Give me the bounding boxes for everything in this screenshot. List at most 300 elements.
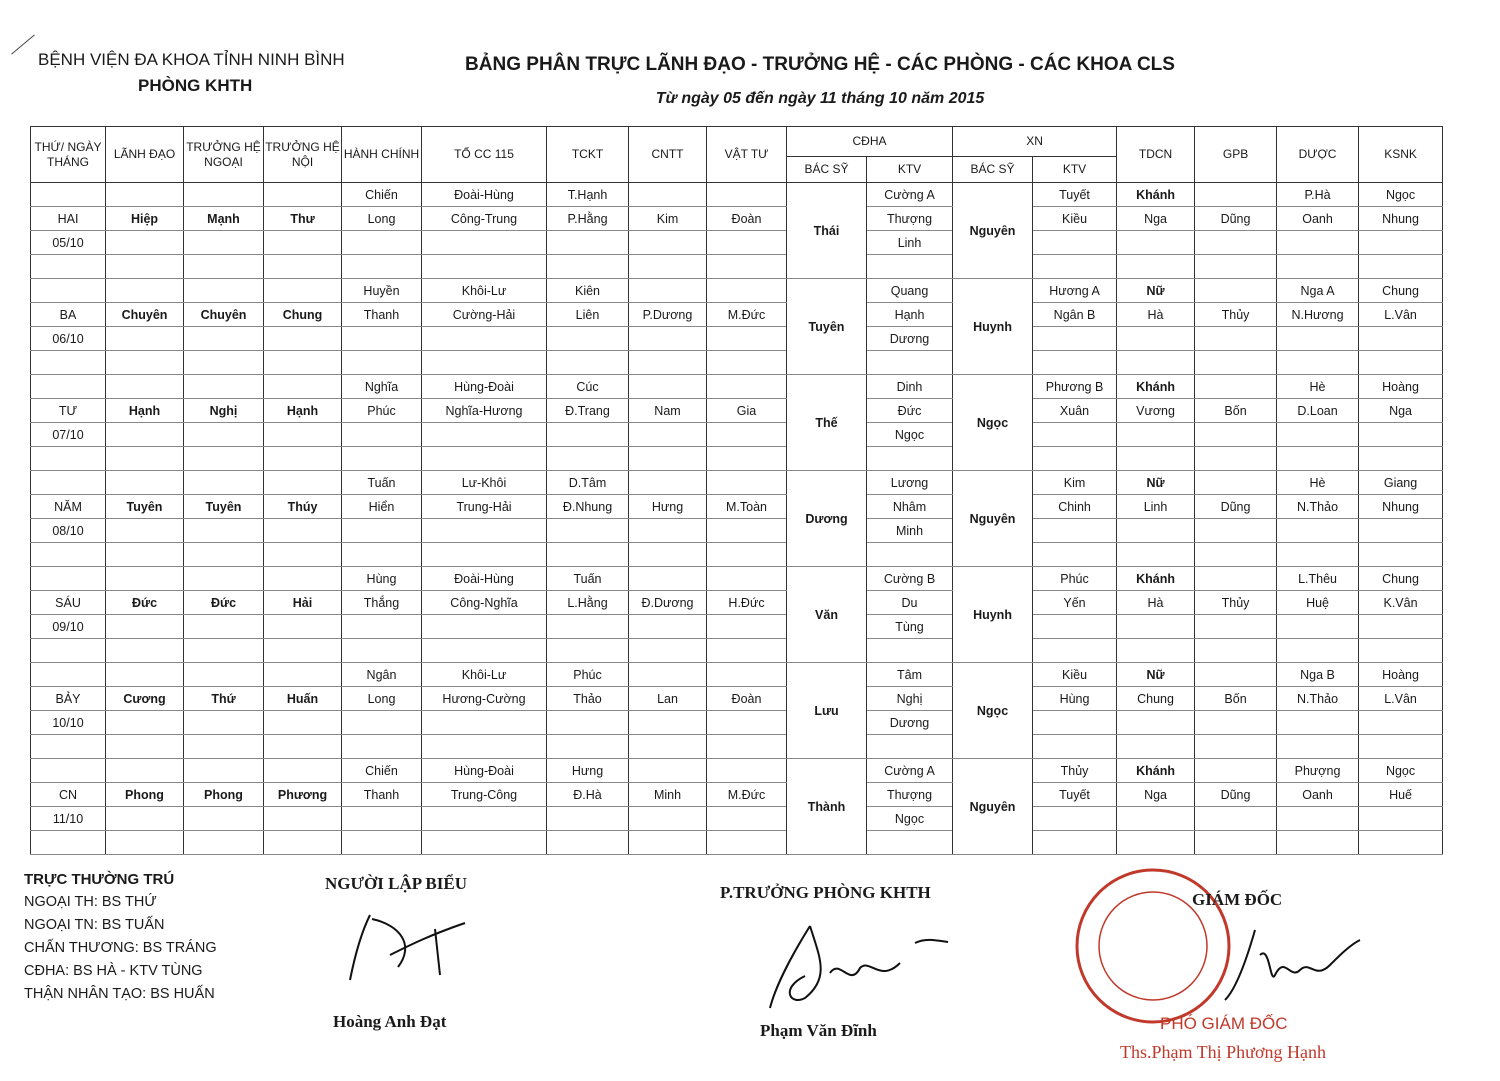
resident-duty-line: CHẤN THƯƠNG: BS TRÁNG [24, 940, 217, 956]
tdcn-cell: Khánh [1117, 375, 1195, 399]
ksnk-cell: K.Vân [1359, 591, 1443, 615]
tdcn-cell: Nữ [1117, 663, 1195, 687]
roster-cell [31, 567, 106, 591]
roster-body [31, 183, 1443, 855]
vattu-cell: M.Toàn [707, 495, 787, 519]
leader-cell: Cương [106, 687, 184, 711]
ksnk-cell: Chung [1359, 567, 1443, 591]
tckt-cell: Cúc [547, 375, 629, 399]
ext-cell [184, 543, 264, 567]
ksnk-cell [1359, 327, 1443, 351]
ext-cell [184, 519, 264, 543]
cntt-cell [629, 543, 707, 567]
int-cell: Thúy [264, 495, 342, 519]
admin-cell: Thắng [342, 591, 422, 615]
roster-cell [31, 543, 106, 567]
tdcn-cell [1117, 327, 1195, 351]
resident-duty-block [24, 868, 217, 1006]
ksnk-cell: Chung [1359, 279, 1443, 303]
vattu-cell: M.Đức [707, 303, 787, 327]
cntt-cell [629, 807, 707, 831]
day-date: 05/10 [31, 231, 106, 255]
gpb-cell [1195, 615, 1277, 639]
gpb-cell [1195, 519, 1277, 543]
leader-cell [106, 807, 184, 831]
int-cell [264, 183, 342, 207]
tckt-cell [547, 327, 629, 351]
tckt-cell [547, 423, 629, 447]
cc115-cell [422, 711, 547, 735]
roster-cell [31, 375, 106, 399]
ksnk-cell: Nga [1359, 399, 1443, 423]
admin-cell [342, 543, 422, 567]
tckt-cell: L.Hằng [547, 591, 629, 615]
duoc-cell [1277, 351, 1359, 375]
xn-ktv-cell: Ngân B [1033, 303, 1117, 327]
cdha-ktv-cell: Ngọc [867, 807, 953, 831]
cdha-doctor-cell: Thế [787, 375, 867, 471]
col-int: TRƯỞNG HỆ NỘI [264, 127, 342, 183]
ksnk-cell [1359, 807, 1443, 831]
leader-cell [106, 759, 184, 783]
resident-duty-title: TRỰC THƯỜNG TRÚ [24, 871, 175, 888]
table-row [31, 759, 1443, 783]
vattu-cell: H.Đức [707, 591, 787, 615]
cc115-cell [422, 639, 547, 663]
cc115-cell [422, 447, 547, 471]
cc115-cell: Công-Nghĩa [422, 591, 547, 615]
cc115-cell [422, 543, 547, 567]
xn-ktv-cell: Hương A [1033, 279, 1117, 303]
cdha-ktv-cell: Dương [867, 327, 953, 351]
cntt-cell [629, 279, 707, 303]
tdcn-cell [1117, 831, 1195, 855]
ksnk-cell: Nhung [1359, 207, 1443, 231]
table-row [31, 231, 1443, 255]
cdha-ktv-cell: Tâm [867, 663, 953, 687]
xn-ktv-cell [1033, 519, 1117, 543]
tckt-cell: D.Tâm [547, 471, 629, 495]
table-row [31, 711, 1443, 735]
table-row [31, 615, 1443, 639]
table-row [31, 471, 1443, 495]
gpb-cell: Dũng [1195, 495, 1277, 519]
ext-cell [184, 423, 264, 447]
tckt-cell: Đ.Nhung [547, 495, 629, 519]
cntt-cell [629, 351, 707, 375]
ksnk-cell [1359, 231, 1443, 255]
xn-ktv-cell [1033, 543, 1117, 567]
int-cell [264, 831, 342, 855]
cdha-ktv-cell: Dinh [867, 375, 953, 399]
gpb-cell: Bốn [1195, 399, 1277, 423]
col-admin: HÀNH CHÍNH [342, 127, 422, 183]
tckt-cell [547, 231, 629, 255]
leader-cell [106, 255, 184, 279]
duoc-cell: N.Hương [1277, 303, 1359, 327]
vattu-cell [707, 183, 787, 207]
admin-cell: Chiến [342, 183, 422, 207]
table-row [31, 351, 1443, 375]
ext-cell [184, 183, 264, 207]
ext-cell [184, 639, 264, 663]
vice-director-role: PHÓ GIÁM ĐỐC [1160, 1014, 1288, 1033]
vattu-cell [707, 639, 787, 663]
cntt-cell: Nam [629, 399, 707, 423]
leader-cell [106, 831, 184, 855]
col-leader: LÃNH ĐẠO [106, 127, 184, 183]
duoc-cell [1277, 735, 1359, 759]
ksnk-cell [1359, 543, 1443, 567]
tckt-cell [547, 543, 629, 567]
int-cell [264, 735, 342, 759]
duoc-cell [1277, 639, 1359, 663]
tdcn-cell: Linh [1117, 495, 1195, 519]
col-cdha: CĐHA [787, 127, 953, 157]
cdha-ktv-cell: Thượng [867, 207, 953, 231]
table-row [31, 735, 1443, 759]
cc115-cell [422, 615, 547, 639]
xn-doctor-cell: Ngọc [953, 663, 1033, 759]
cdha-ktv-cell: Thượng [867, 783, 953, 807]
cntt-cell [629, 519, 707, 543]
cdha-doctor-cell: Thành [787, 759, 867, 855]
vattu-cell [707, 351, 787, 375]
xn-doctor-cell: Nguyên [953, 183, 1033, 279]
ext-cell [184, 615, 264, 639]
int-cell: Thư [264, 207, 342, 231]
duoc-cell [1277, 423, 1359, 447]
int-cell [264, 711, 342, 735]
cdha-ktv-cell: Linh [867, 231, 953, 255]
leader-cell [106, 639, 184, 663]
vattu-cell [707, 663, 787, 687]
table-row [31, 495, 1443, 519]
cdha-ktv-cell [867, 639, 953, 663]
day-name: TƯ [31, 399, 106, 423]
int-cell [264, 471, 342, 495]
tdcn-cell: Khánh [1117, 567, 1195, 591]
cdha-ktv-cell: Minh [867, 519, 953, 543]
cntt-cell [629, 327, 707, 351]
ext-cell: Thứ [184, 687, 264, 711]
xn-ktv-cell: Tuyết [1033, 783, 1117, 807]
tdcn-cell: Hà [1117, 303, 1195, 327]
tckt-cell: Đ.Trang [547, 399, 629, 423]
cdha-ktv-cell [867, 447, 953, 471]
cdha-ktv-cell [867, 351, 953, 375]
duoc-cell: Oanh [1277, 783, 1359, 807]
leader-cell [106, 615, 184, 639]
roster-cell [31, 831, 106, 855]
deputy-head-role: P.TRƯỞNG PHÒNG KHTH [720, 883, 931, 902]
tckt-cell: Đ.Hà [547, 783, 629, 807]
deputy-head-signature [750, 918, 950, 1013]
cntt-cell [629, 471, 707, 495]
vattu-cell [707, 735, 787, 759]
leader-cell [106, 375, 184, 399]
tckt-cell [547, 615, 629, 639]
ksnk-cell [1359, 447, 1443, 471]
duoc-cell: P.Hà [1277, 183, 1359, 207]
gpb-cell [1195, 807, 1277, 831]
gpb-cell [1195, 231, 1277, 255]
tckt-cell [547, 735, 629, 759]
tdcn-cell [1117, 447, 1195, 471]
ksnk-cell [1359, 351, 1443, 375]
leader-cell: Hiệp [106, 207, 184, 231]
cntt-cell [629, 831, 707, 855]
leader-cell [106, 231, 184, 255]
day-name: BA [31, 303, 106, 327]
xn-ktv-cell [1033, 423, 1117, 447]
col-xn-bs: BÁC SỸ [953, 157, 1033, 183]
cdha-ktv-cell [867, 255, 953, 279]
xn-ktv-cell: Phương B [1033, 375, 1117, 399]
table-row [31, 303, 1443, 327]
tckt-cell [547, 255, 629, 279]
tckt-cell: Liên [547, 303, 629, 327]
xn-ktv-cell [1033, 615, 1117, 639]
xn-ktv-cell: Yến [1033, 591, 1117, 615]
cntt-cell: Minh [629, 783, 707, 807]
cc115-cell [422, 807, 547, 831]
roster-table [30, 126, 1443, 855]
leader-cell [106, 279, 184, 303]
xn-ktv-cell: Phúc [1033, 567, 1117, 591]
roster-cell [31, 447, 106, 471]
table-row [31, 783, 1443, 807]
leader-cell [106, 447, 184, 471]
cntt-cell [629, 615, 707, 639]
ext-cell [184, 735, 264, 759]
vattu-cell [707, 615, 787, 639]
int-cell [264, 639, 342, 663]
tdcn-cell: Vương [1117, 399, 1195, 423]
cdha-doctor-cell: Tuyên [787, 279, 867, 375]
tckt-cell [547, 639, 629, 663]
cc115-cell: Lư-Khôi [422, 471, 547, 495]
cc115-cell: Cường-Hải [422, 303, 547, 327]
tdcn-cell [1117, 639, 1195, 663]
ext-cell: Đức [184, 591, 264, 615]
hospital-name: BỆNH VIỆN ĐA KHOA TỈNH NINH BÌNH [38, 50, 345, 69]
ext-cell [184, 711, 264, 735]
admin-cell [342, 735, 422, 759]
roster-cell [31, 735, 106, 759]
admin-cell [342, 423, 422, 447]
table-row [31, 327, 1443, 351]
gpb-cell [1195, 567, 1277, 591]
ext-cell [184, 759, 264, 783]
col-ext: TRƯỞNG HỆ NGOẠI [184, 127, 264, 183]
tckt-cell: P.Hằng [547, 207, 629, 231]
gpb-cell [1195, 447, 1277, 471]
cdha-ktv-cell: Nghị [867, 687, 953, 711]
int-cell [264, 351, 342, 375]
xn-ktv-cell [1033, 447, 1117, 471]
leader-cell [106, 327, 184, 351]
col-vattu: VẬT TƯ [707, 127, 787, 183]
tdcn-cell [1117, 255, 1195, 279]
preparer-signature [340, 905, 470, 985]
ext-cell [184, 231, 264, 255]
corner-mark [11, 34, 35, 54]
cc115-cell: Trung-Hải [422, 495, 547, 519]
ext-cell [184, 447, 264, 471]
cdha-ktv-cell: Du [867, 591, 953, 615]
table-row [31, 375, 1443, 399]
table-row [31, 423, 1443, 447]
vattu-cell: M.Đức [707, 783, 787, 807]
table-row [31, 639, 1443, 663]
admin-cell: Ngân [342, 663, 422, 687]
leader-cell [106, 183, 184, 207]
col-cc115: TỔ CC 115 [422, 127, 547, 183]
tdcn-cell [1117, 423, 1195, 447]
cc115-cell [422, 351, 547, 375]
int-cell [264, 807, 342, 831]
duoc-cell [1277, 231, 1359, 255]
admin-cell: Long [342, 207, 422, 231]
leader-cell: Đức [106, 591, 184, 615]
xn-ktv-cell: Hùng [1033, 687, 1117, 711]
gpb-cell [1195, 351, 1277, 375]
int-cell: Phương [264, 783, 342, 807]
int-cell [264, 615, 342, 639]
tckt-cell [547, 711, 629, 735]
xn-ktv-cell: Xuân [1033, 399, 1117, 423]
cntt-cell: Lan [629, 687, 707, 711]
roster-cell [31, 183, 106, 207]
tckt-cell [547, 447, 629, 471]
ext-cell [184, 663, 264, 687]
cntt-cell [629, 567, 707, 591]
deputy-head-name: Phạm Văn Đĩnh [760, 1021, 877, 1040]
resident-duty-line: THẬN NHÂN TẠO: BS HUẤN [24, 986, 215, 1002]
xn-ktv-cell: Tuyết [1033, 183, 1117, 207]
gpb-cell [1195, 711, 1277, 735]
duoc-cell: Hè [1277, 375, 1359, 399]
ksnk-cell [1359, 831, 1443, 855]
xn-ktv-cell [1033, 639, 1117, 663]
day-name: CN [31, 783, 106, 807]
gpb-cell [1195, 183, 1277, 207]
admin-cell: Huyền [342, 279, 422, 303]
col-day: THỨ/ NGÀY THÁNG [31, 127, 106, 183]
day-name: NĂM [31, 495, 106, 519]
preparer-name: Hoàng Anh Đạt [333, 1012, 447, 1031]
vattu-cell [707, 231, 787, 255]
vattu-cell [707, 807, 787, 831]
table-row [31, 567, 1443, 591]
cc115-cell [422, 519, 547, 543]
xn-ktv-cell [1033, 327, 1117, 351]
roster-cell [31, 663, 106, 687]
cntt-cell [629, 231, 707, 255]
ksnk-cell: Huế [1359, 783, 1443, 807]
vattu-cell [707, 279, 787, 303]
roster-cell [31, 639, 106, 663]
admin-cell [342, 231, 422, 255]
ext-cell [184, 831, 264, 855]
roster-cell [31, 279, 106, 303]
duoc-cell: Phượng [1277, 759, 1359, 783]
cntt-cell [629, 663, 707, 687]
table-row [31, 831, 1443, 855]
ksnk-cell: Ngọc [1359, 759, 1443, 783]
duoc-cell [1277, 807, 1359, 831]
day-date: 08/10 [31, 519, 106, 543]
ksnk-cell: L.Vân [1359, 687, 1443, 711]
duoc-cell: N.Thảo [1277, 495, 1359, 519]
xn-ktv-cell [1033, 831, 1117, 855]
leader-cell: Phong [106, 783, 184, 807]
tdcn-cell: Nga [1117, 783, 1195, 807]
xn-doctor-cell: Ngọc [953, 375, 1033, 471]
cntt-cell [629, 255, 707, 279]
admin-cell [342, 807, 422, 831]
cdha-doctor-cell: Văn [787, 567, 867, 663]
cdha-ktv-cell [867, 831, 953, 855]
duoc-cell [1277, 255, 1359, 279]
ksnk-cell: Hoàng [1359, 663, 1443, 687]
admin-cell: Chiến [342, 759, 422, 783]
vattu-cell [707, 831, 787, 855]
int-cell: Hải [264, 591, 342, 615]
cc115-cell [422, 231, 547, 255]
ksnk-cell [1359, 255, 1443, 279]
xn-ktv-cell [1033, 351, 1117, 375]
tdcn-cell [1117, 231, 1195, 255]
gpb-cell: Dũng [1195, 207, 1277, 231]
cc115-cell: Đoài-Hùng [422, 183, 547, 207]
ksnk-cell [1359, 615, 1443, 639]
ksnk-cell [1359, 711, 1443, 735]
tckt-cell: Kiên [547, 279, 629, 303]
table-row [31, 591, 1443, 615]
ext-cell [184, 471, 264, 495]
table-row [31, 183, 1443, 207]
leader-cell [106, 567, 184, 591]
vattu-cell [707, 255, 787, 279]
xn-ktv-cell: Kiều [1033, 663, 1117, 687]
int-cell [264, 231, 342, 255]
xn-doctor-cell: Huynh [953, 567, 1033, 663]
ext-cell [184, 375, 264, 399]
cdha-ktv-cell: Cường A [867, 183, 953, 207]
cdha-ktv-cell: Ngọc [867, 423, 953, 447]
tckt-cell [547, 831, 629, 855]
tckt-cell: Phúc [547, 663, 629, 687]
gpb-cell [1195, 375, 1277, 399]
cdha-ktv-cell: Cường A [867, 759, 953, 783]
col-xn-ktv: KTV [1033, 157, 1117, 183]
gpb-cell [1195, 255, 1277, 279]
tdcn-cell [1117, 615, 1195, 639]
cdha-doctor-cell: Dương [787, 471, 867, 567]
leader-cell [106, 471, 184, 495]
day-name: HAI [31, 207, 106, 231]
header-left [38, 50, 358, 96]
tckt-cell: Hưng [547, 759, 629, 783]
tdcn-cell: Nữ [1117, 279, 1195, 303]
vattu-cell [707, 519, 787, 543]
duoc-cell: N.Thảo [1277, 687, 1359, 711]
int-cell [264, 663, 342, 687]
int-cell [264, 327, 342, 351]
table-row [31, 519, 1443, 543]
